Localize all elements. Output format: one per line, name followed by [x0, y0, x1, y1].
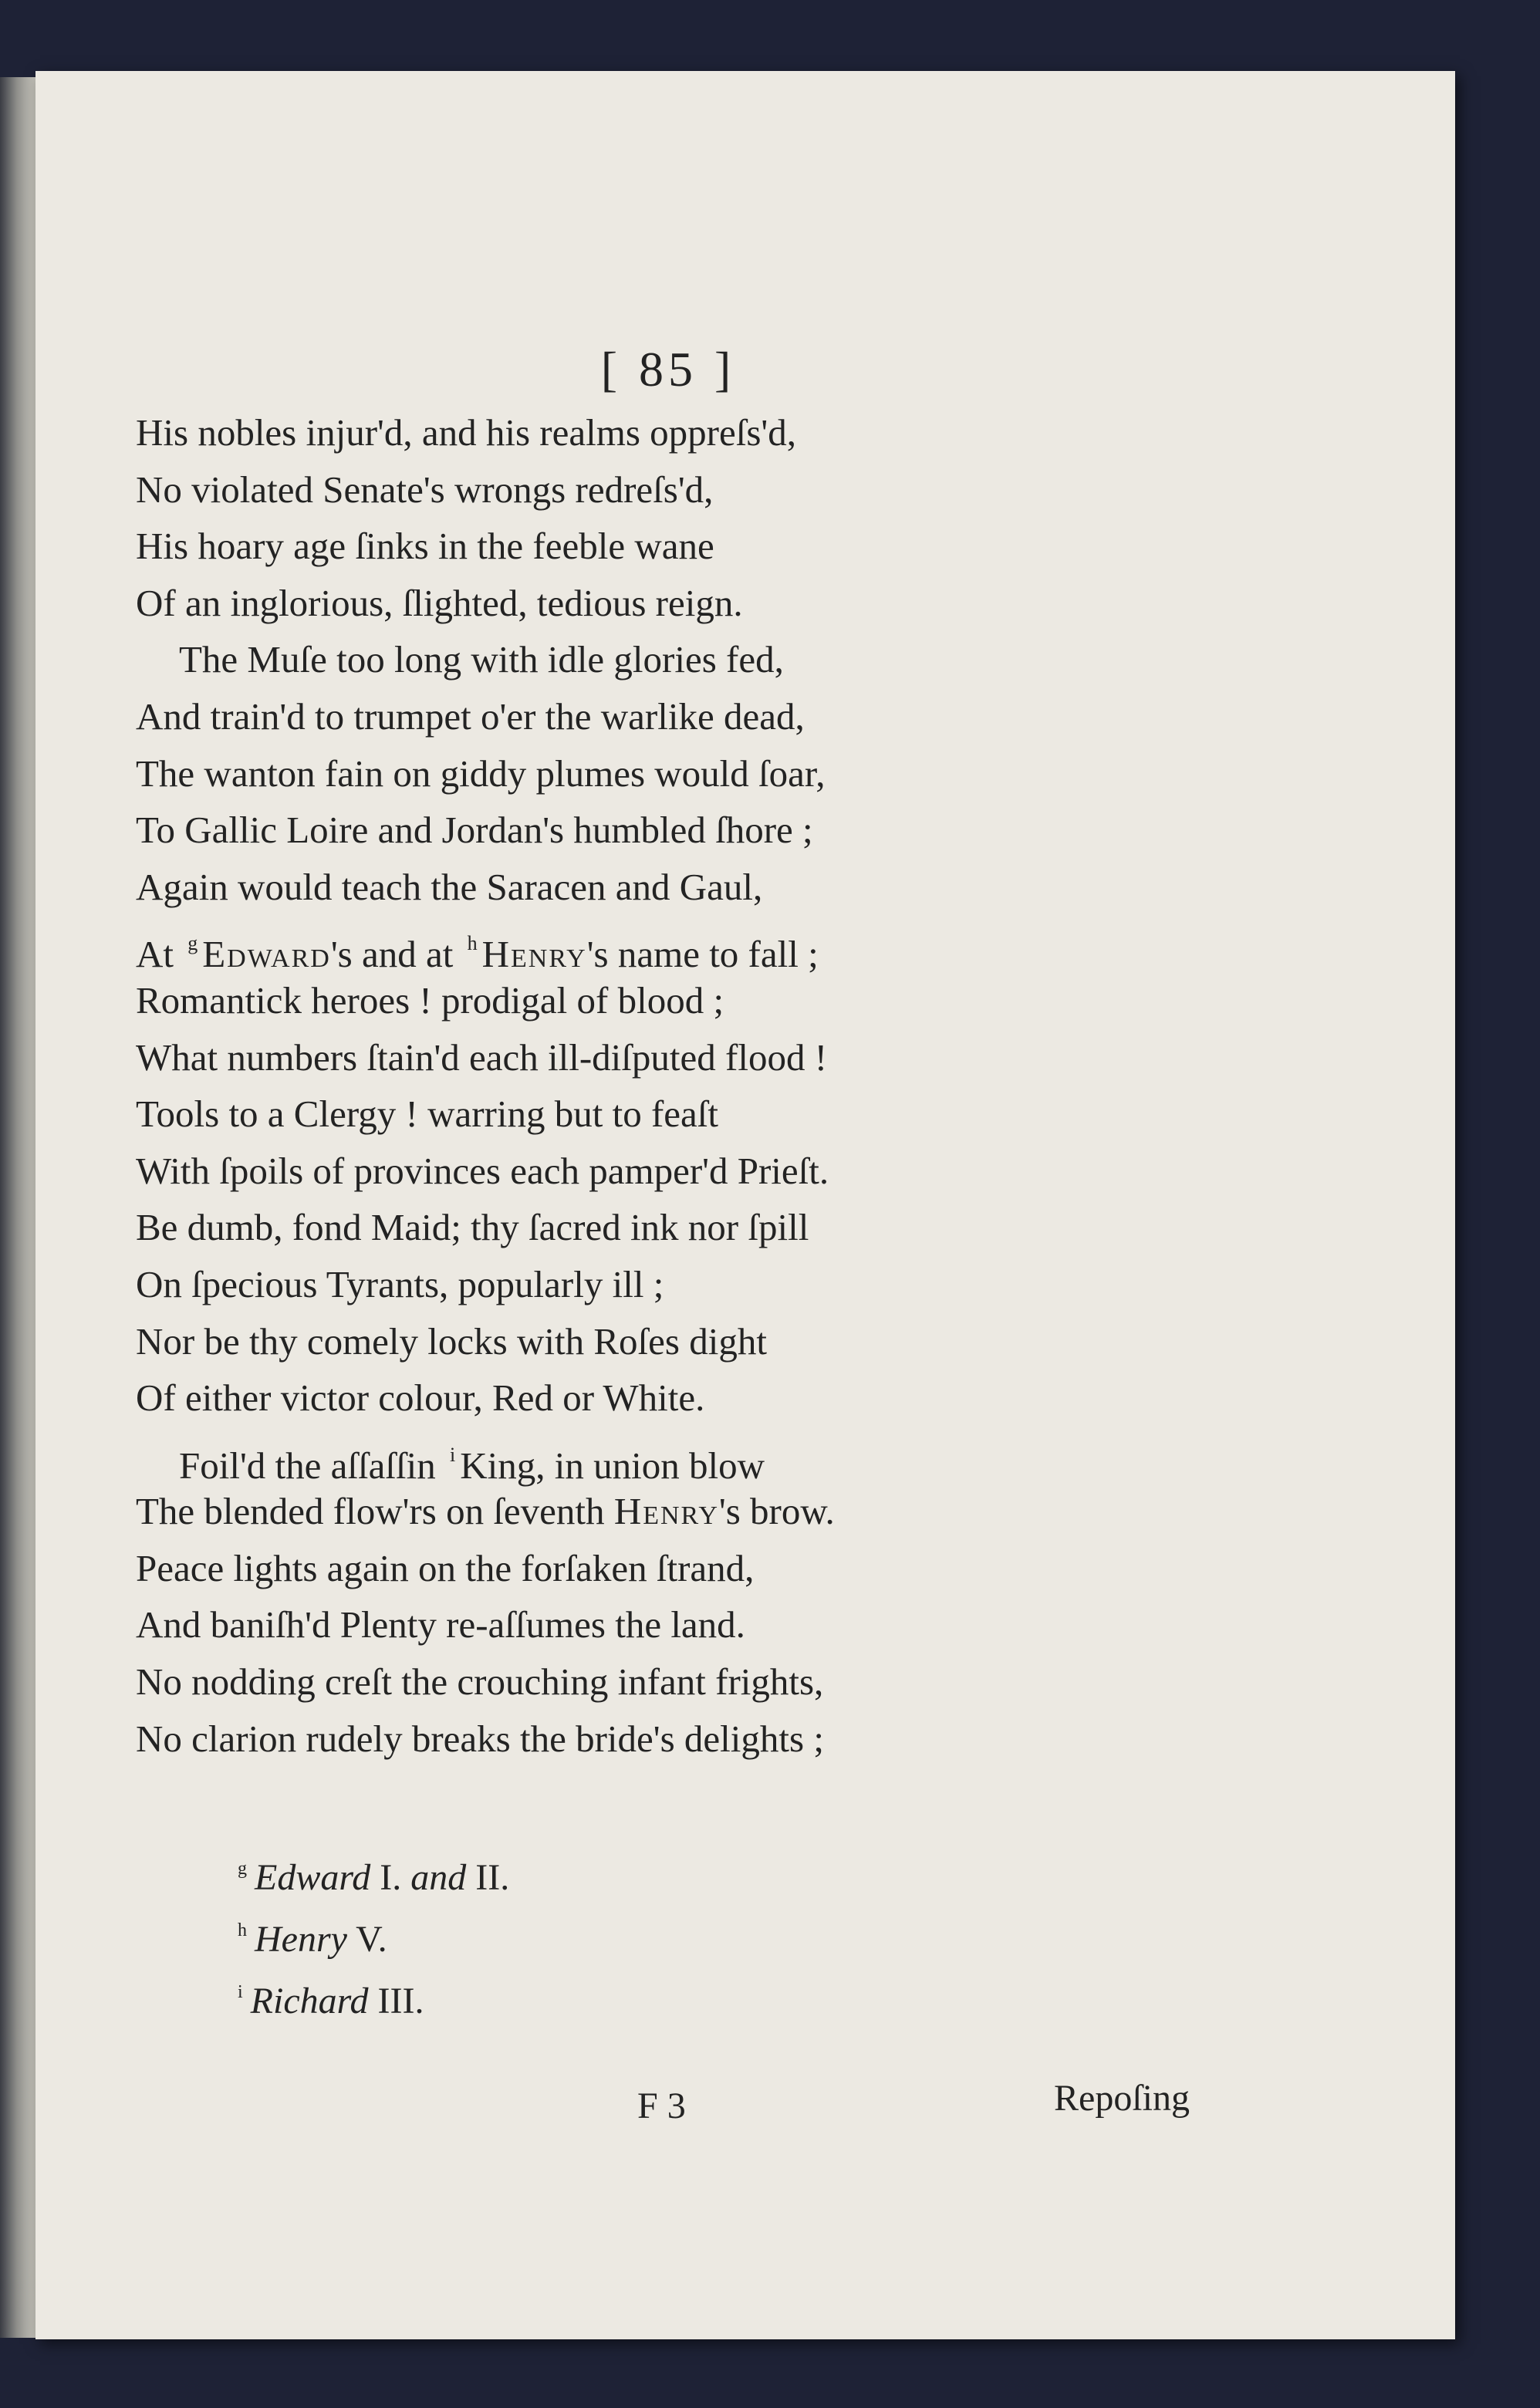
- verse-line: [136, 1427, 1185, 1487]
- footnote-text: III.: [368, 1981, 424, 2021]
- name-small-caps: Henry: [613, 1490, 719, 1533]
- verse-line: What numbers ſtain'd each ill-diſputed flood !: [136, 1035, 828, 1079]
- verse-line: His hoary age ſinks in the feeble wane: [136, 525, 714, 568]
- verse-line: Of an inglorious, ſlighted, tedious reign.: [136, 581, 743, 624]
- verse-line: And train'd to trumpet o'er the warlike dead,: [136, 694, 805, 738]
- footnote-marker: i: [238, 1982, 243, 2002]
- verse-line: No violated Senate's wrongs redreſs'd,: [136, 468, 714, 511]
- verse-line: To Gallic Loire and Jordan's humbled ſhore ;: [136, 809, 813, 852]
- verse-line: And baniſh'd Plenty re-aſſumes the land.: [136, 1603, 745, 1646]
- footnote-name: Henry: [255, 1919, 347, 1960]
- verse-line: Peace lights again on the forſaken ſtrand,: [136, 1546, 755, 1589]
- footnote-marker: h: [467, 932, 478, 955]
- footnote-text: II.: [466, 1857, 510, 1898]
- footnote-name: Richard: [250, 1981, 369, 2021]
- verse-line: Romantick heroes ! prodigal of blood ;: [136, 978, 724, 1022]
- verse-line: On ſpecious Tyrants, popularly ill ;: [136, 1262, 664, 1305]
- verse-line: No nodding creſt the crouching infant frights,: [136, 1660, 824, 1704]
- verse-line: No clarion rudely breaks the bride's delights ;: [136, 1717, 824, 1760]
- verse-line: The wanton fain on giddy plumes would ſoar,: [136, 751, 826, 795]
- verse-line: His nobles injur'd, and his realms oppreſs'd,: [136, 411, 796, 454]
- catchword: Repoſing: [1054, 2078, 1190, 2119]
- verse-line: [136, 1483, 1185, 1540]
- verse-text: 's brow.: [718, 1490, 835, 1533]
- name-small-caps: Edward: [202, 933, 331, 976]
- verse-line: Nor be thy comely locks with Roſes dight: [136, 1319, 767, 1363]
- footnote-text: I.: [370, 1857, 411, 1898]
- verse-line: Again would teach the Saracen and Gaul,: [136, 865, 763, 908]
- name-small-caps: Henry: [481, 933, 587, 976]
- footnote-name: Edward: [255, 1857, 371, 1898]
- verse-text: At: [136, 933, 184, 976]
- verse-text: Foil'd the aſſaſſin: [179, 1444, 445, 1487]
- verse-line: The Muſe too long with idle glories fed,: [179, 638, 784, 681]
- footnotes: [238, 1838, 855, 2023]
- footnote-marker: i: [450, 1443, 456, 1466]
- footnote: [238, 1900, 855, 1961]
- verse-text: 's name to fall ;: [586, 933, 819, 976]
- poem-text: [136, 404, 1185, 1767]
- verse-line: With ſpoils of provinces each pamper'd Prieſt.: [136, 1149, 829, 1192]
- book-page: [35, 71, 1455, 2339]
- verse-line: [136, 915, 1185, 976]
- footnote: [238, 1838, 855, 1900]
- signature-mark: F 3: [637, 2085, 686, 2126]
- footnote-marker: g: [238, 1859, 247, 1879]
- page-number: [ 85 ]: [600, 342, 736, 397]
- footnote: [238, 1961, 855, 2023]
- footnote-text: and: [410, 1857, 467, 1898]
- verse-text: 's and at: [330, 933, 463, 976]
- verse-text: King, in union blow: [460, 1444, 765, 1487]
- footnote-text: V.: [346, 1919, 387, 1960]
- footnote-marker: h: [238, 1920, 247, 1940]
- verse-line: Tools to a Clergy ! warring but to feaſt: [136, 1093, 719, 1136]
- footnote-marker: g: [187, 932, 198, 955]
- verse-line: Be dumb, fond Maid; thy ſacred ink nor ſpill: [136, 1206, 809, 1249]
- book-binding-edge: [0, 77, 37, 2338]
- verse-line: Of either victor colour, Red or White.: [136, 1376, 705, 1420]
- verse-text: The blended flow'rs on ſeventh: [136, 1490, 614, 1533]
